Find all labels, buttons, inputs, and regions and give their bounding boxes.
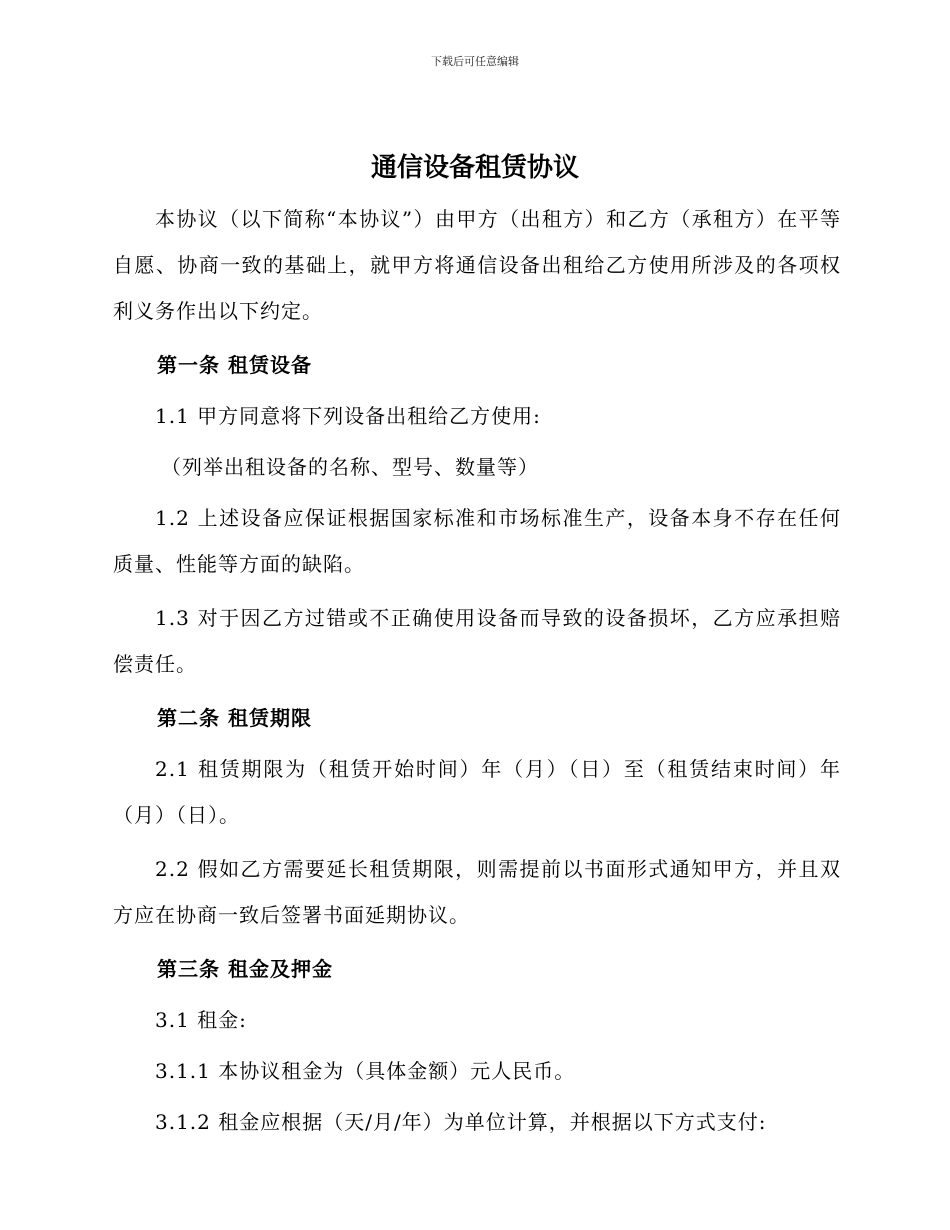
clause-3-1: 3.1 租金: (155, 1008, 247, 1032)
clause-1-2: 1.2 上述设备应保证根据国家标准和市场标准生产，设备本身不存在任何质量、性能等方面的缺陷。 (113, 506, 841, 576)
document-body (113, 196, 841, 1150)
header-note: 下载后可任意编辑 (431, 55, 519, 68)
preamble-paragraph: 本协议（以下简称“本协议”）由甲方（出租方）和乙方（承租方）在平等自愿、协商一致的基础上，就甲方将通信设备出租给乙方使用所涉及的各项权利义务作出以下约定。 (113, 207, 841, 323)
article-2-heading: 第二条 租赁期限 (157, 706, 312, 730)
clause-2-2: 2.2 假如乙方需要延长租赁期限，则需提前以书面形式通知甲方，并且双方应在协商一致后签署书面延期协议。 (113, 857, 841, 927)
clause-1-3: 1.3 对于因乙方过错或不正确使用设备而导致的设备损坏，乙方应承担赔偿责任。 (113, 606, 841, 676)
article-3-heading: 第三条 租金及押金 (157, 957, 333, 981)
clause-1-1: 1.1 甲方同意将下列设备出租给乙方使用: (155, 404, 541, 428)
clause-2-1: 2.1 租赁期限为（租赁开始时间）年（月）（日）至（租赁结束时间）年（月）（日）。 (113, 757, 841, 827)
article-1-heading: 第一条 租赁设备 (157, 353, 312, 377)
document-title: 通信设备租赁协议 (370, 153, 579, 183)
clause-3-1-2: 3.1.2 租金应根据（天/月/年）为单位计算，并根据以下方式支付: (155, 1110, 767, 1134)
clause-3-1-1: 3.1.1 本协议租金为（具体金额）元人民币。 (155, 1059, 576, 1083)
equipment-list-placeholder: （列举出租设备的名称、型号、数量等） (161, 455, 539, 479)
